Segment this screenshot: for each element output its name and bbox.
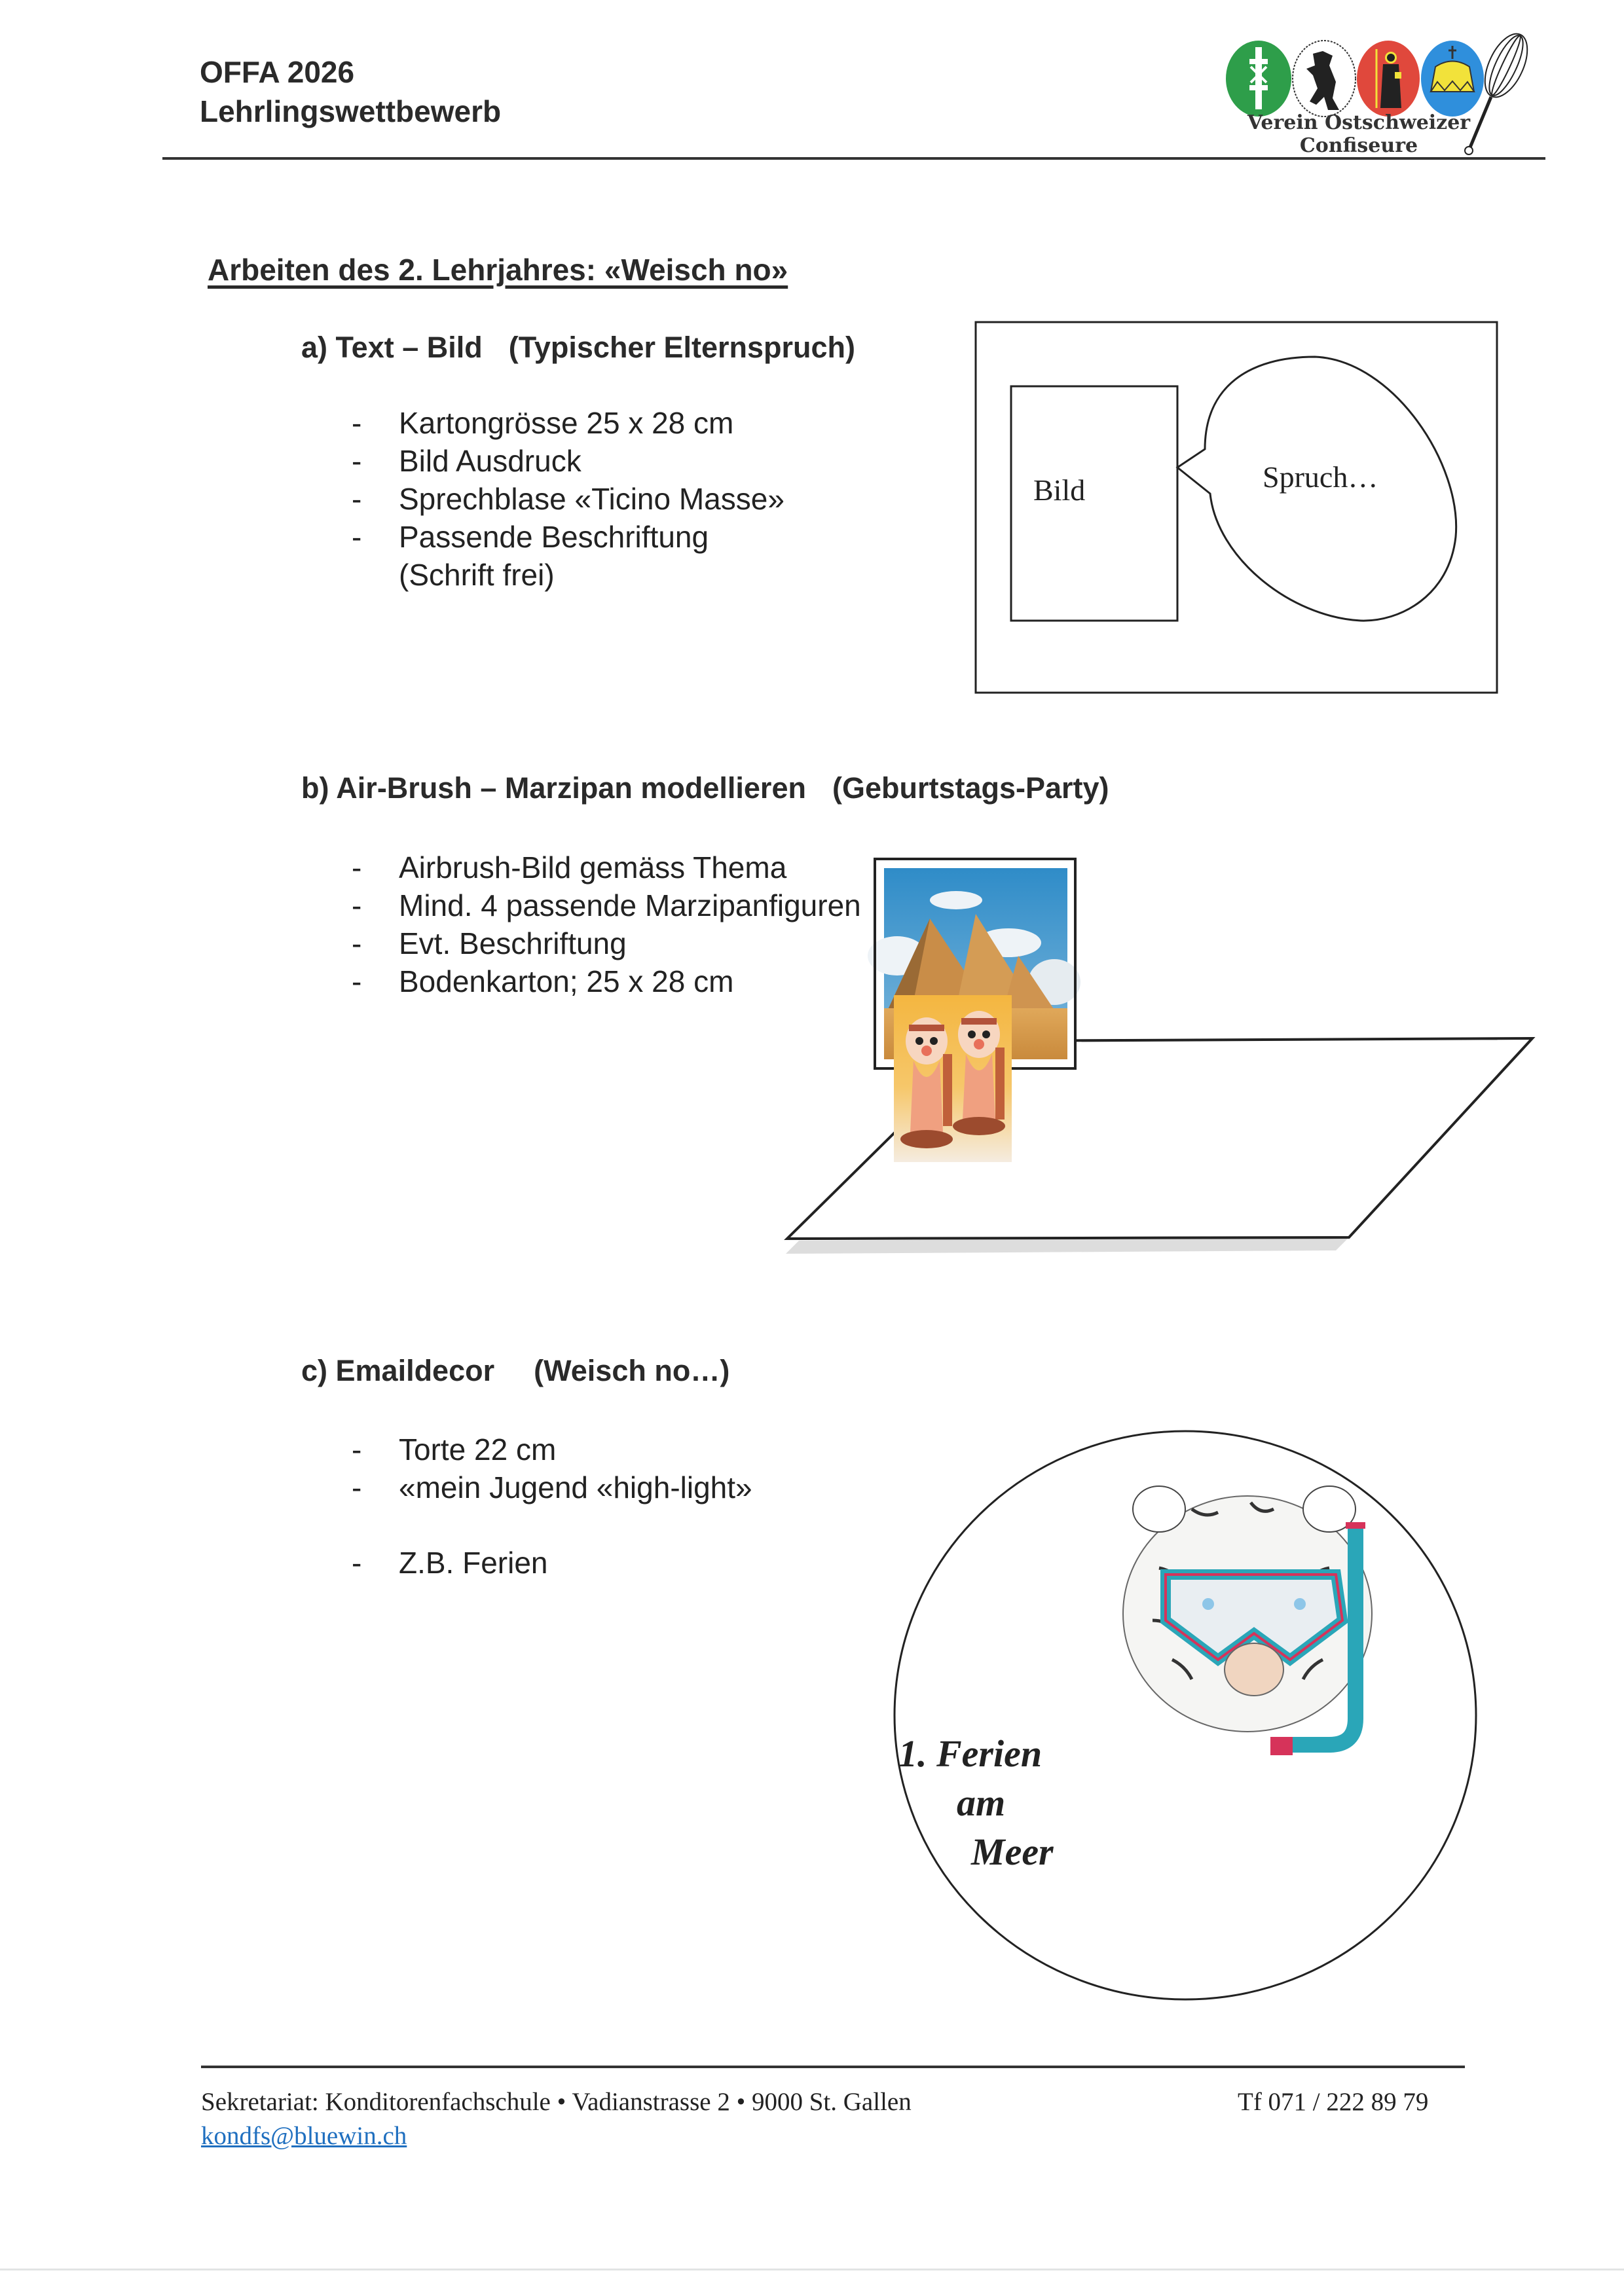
bild-label: Bild bbox=[1033, 473, 1086, 507]
footer-address: Sekretariat: Konditorenfachschule • Vadianstrasse 2 • 9000 St. Gallen bbox=[201, 2088, 912, 2116]
part-c-heading bbox=[301, 1354, 729, 1388]
base-shadow bbox=[786, 1237, 1349, 1254]
part-b-subtitle: (Geburtstags-Party) bbox=[832, 771, 1109, 805]
list-item-text: Torte 22 cm bbox=[399, 1432, 557, 1467]
list-item bbox=[352, 1468, 752, 1506]
scan-edge-line bbox=[0, 2269, 1624, 2270]
list-item-text: Z.B. Ferien bbox=[399, 1546, 548, 1580]
bullet-dash: - bbox=[352, 926, 362, 960]
cake-text-line3: Meer bbox=[971, 1831, 1054, 1873]
logo-text: Verein Ostschweizer Confiseure bbox=[1247, 111, 1471, 157]
bullet-dash: - bbox=[352, 406, 362, 440]
cake-text-line1: 1. Ferien bbox=[898, 1732, 1043, 1775]
section-title: Arbeiten des 2. Lehrjahres: «Weisch no» bbox=[208, 253, 788, 287]
list-item-text: Bodenkarton; 25 x 28 cm bbox=[399, 964, 734, 998]
part-c-title: c) Emaildecor bbox=[301, 1354, 495, 1387]
list-item bbox=[352, 1544, 752, 1582]
footer-divider bbox=[201, 2066, 1465, 2068]
document-subtitle: Lehrlingswettbewerb bbox=[200, 94, 502, 128]
bullet-dash: - bbox=[352, 850, 362, 884]
list-item-text: Mind. 4 passende Marzipanfiguren bbox=[399, 888, 861, 922]
bullet-dash: - bbox=[352, 444, 362, 478]
list-item bbox=[352, 1430, 752, 1468]
list-item-text: Evt. Beschriftung bbox=[399, 926, 627, 960]
bullet-dash: - bbox=[352, 888, 362, 922]
part-b-heading bbox=[301, 771, 1109, 805]
list-item-text: Passende Beschriftung bbox=[399, 520, 709, 554]
bullet-dash: - bbox=[352, 520, 362, 554]
text-image-diagram bbox=[974, 321, 1498, 694]
document-title: OFFA 2026 bbox=[200, 55, 355, 89]
list-item-text: Kartongrösse 25 x 28 cm bbox=[399, 406, 734, 440]
footer-email-link[interactable]: kondfs@bluewin.ch bbox=[201, 2122, 407, 2150]
list-item bbox=[352, 404, 784, 442]
part-b-title: b) Air-Brush – Marzipan modellieren bbox=[301, 771, 806, 805]
bullet-dash: - bbox=[352, 1546, 362, 1580]
part-c-list bbox=[352, 1430, 752, 1582]
bullet-dash: - bbox=[352, 482, 362, 516]
part-a-heading bbox=[301, 331, 855, 365]
footer-phone: Tf 071 / 222 89 79 bbox=[1238, 2088, 1429, 2116]
list-item-text: «mein Jugend «high-light» bbox=[399, 1470, 752, 1504]
bullet-dash: - bbox=[352, 1432, 362, 1467]
association-logo bbox=[1205, 20, 1598, 164]
part-a-subtitle: (Typischer Elternspruch) bbox=[508, 331, 856, 364]
list-item bbox=[352, 480, 784, 518]
bullet-dash: - bbox=[352, 1470, 362, 1504]
list-item-text: Sprechblase «Ticino Masse» bbox=[399, 482, 784, 516]
list-item-text: Bild Ausdruck bbox=[399, 444, 581, 478]
marzipan-figures-picture bbox=[894, 995, 1012, 1162]
list-note: (Schrift frei) bbox=[399, 558, 555, 592]
list-item bbox=[352, 518, 784, 556]
spruch-label: Spruch… bbox=[1263, 460, 1378, 494]
airbrush-marzipan-diagram bbox=[779, 845, 1559, 1264]
list-item-text: Airbrush-Bild gemäss Thema bbox=[399, 850, 787, 884]
list-item bbox=[352, 442, 784, 480]
part-a-title: a) Text – Bild bbox=[301, 331, 483, 364]
bullet-dash: - bbox=[352, 964, 362, 998]
cake-text-line2: am bbox=[957, 1781, 1006, 1824]
part-c-subtitle: (Weisch no…) bbox=[534, 1354, 730, 1387]
cake-decor-diagram bbox=[884, 1424, 1486, 2007]
part-a-list bbox=[352, 404, 784, 594]
